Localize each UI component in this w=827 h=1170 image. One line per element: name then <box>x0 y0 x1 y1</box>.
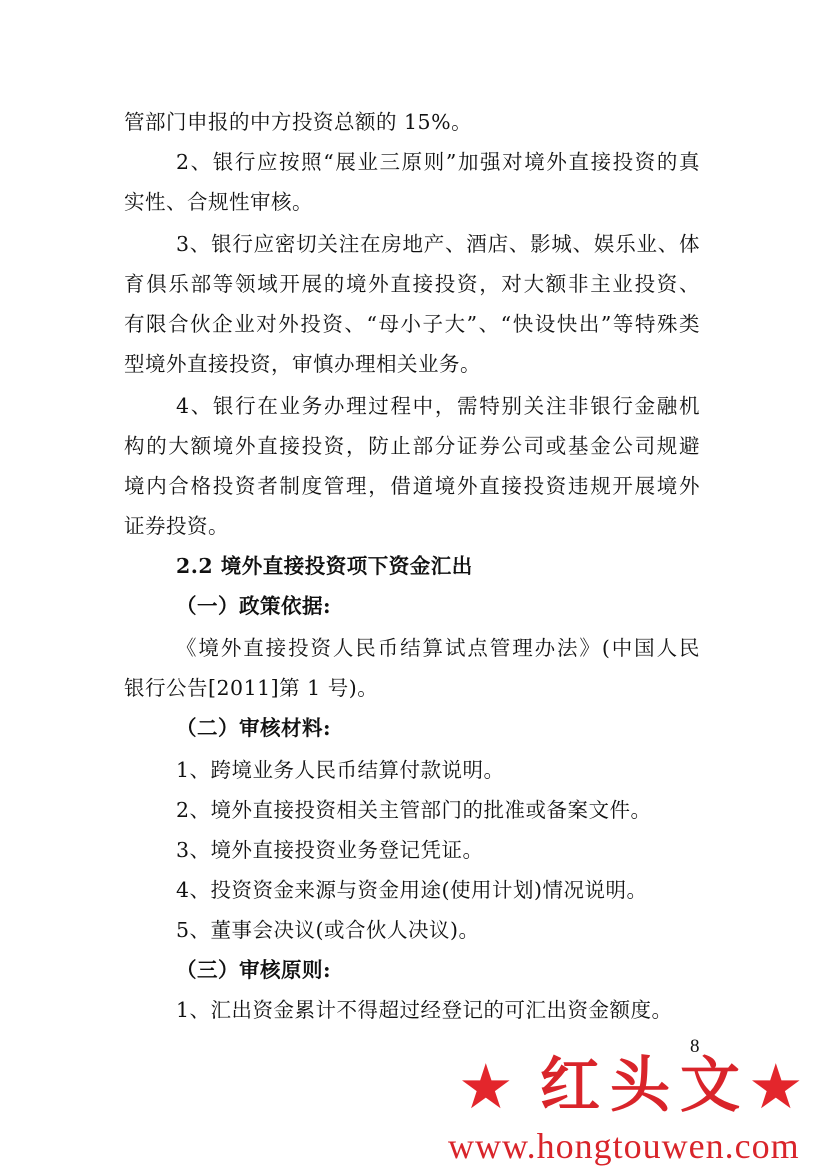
body-line: 管部门申报的中方投资总额的 15%。 <box>124 110 473 134</box>
list-item: 5、董事会决议(或合伙人决议)。 <box>176 918 480 942</box>
body-line: 型境外直接投资，审慎办理相关业务。 <box>124 352 481 376</box>
list-item: 4、投资资金来源与资金用途(使用计划)情况说明。 <box>176 878 648 902</box>
list-item: 1、跨境业务人民币结算付款说明。 <box>176 758 505 782</box>
body-line: 4、银行在业务办理过程中，需特别关注非银行金融机 <box>176 394 700 418</box>
subsection-heading: （一）政策依据: <box>176 594 332 618</box>
body-line: 构的大额境外直接投资，防止部分证券公司或基金公司规避 <box>124 434 700 458</box>
subsection-heading: （三）审核原则: <box>176 958 332 982</box>
watermark-title: 红头文 <box>540 1051 750 1121</box>
body-line: 银行公告[2011]第 1 号)。 <box>124 676 379 700</box>
body-line: 实性、合规性审核。 <box>124 190 313 214</box>
body-line: 《境外直接投资人民币结算试点管理办法》(中国人民 <box>176 636 700 660</box>
body-line: 证券投资。 <box>124 514 229 538</box>
list-item: 3、境外直接投资业务登记凭证。 <box>176 838 484 862</box>
list-item: 1、汇出资金累计不得超过经登记的可汇出资金额度。 <box>176 998 673 1022</box>
body-line: 有限合伙企业对外投资、“母小子大”、“快设快出”等特殊类 <box>124 312 700 336</box>
body-line: 3、银行应密切关注在房地产、酒店、影城、娱乐业、体 <box>176 232 700 256</box>
star-icon: ★ <box>748 1050 804 1123</box>
subsection-heading: （二）审核材料: <box>176 716 332 740</box>
section-heading: 2.2 境外直接投资项下资金汇出 <box>176 554 473 578</box>
list-item: 2、境外直接投资相关主管部门的批准或备案文件。 <box>176 798 652 822</box>
body-line: 境内合格投资者制度管理，借道境外直接投资违规开展境外 <box>124 474 700 498</box>
page-number: 8 <box>690 1036 700 1057</box>
body-line: 2、银行应按照“展业三原则”加强对境外直接投资的真 <box>176 150 700 174</box>
star-icon: ★ <box>458 1050 514 1123</box>
body-line: 育俱乐部等领域开展的境外直接投资，对大额非主业投资、 <box>124 272 700 296</box>
watermark-url: www.hongtouwen.com <box>448 1126 800 1166</box>
